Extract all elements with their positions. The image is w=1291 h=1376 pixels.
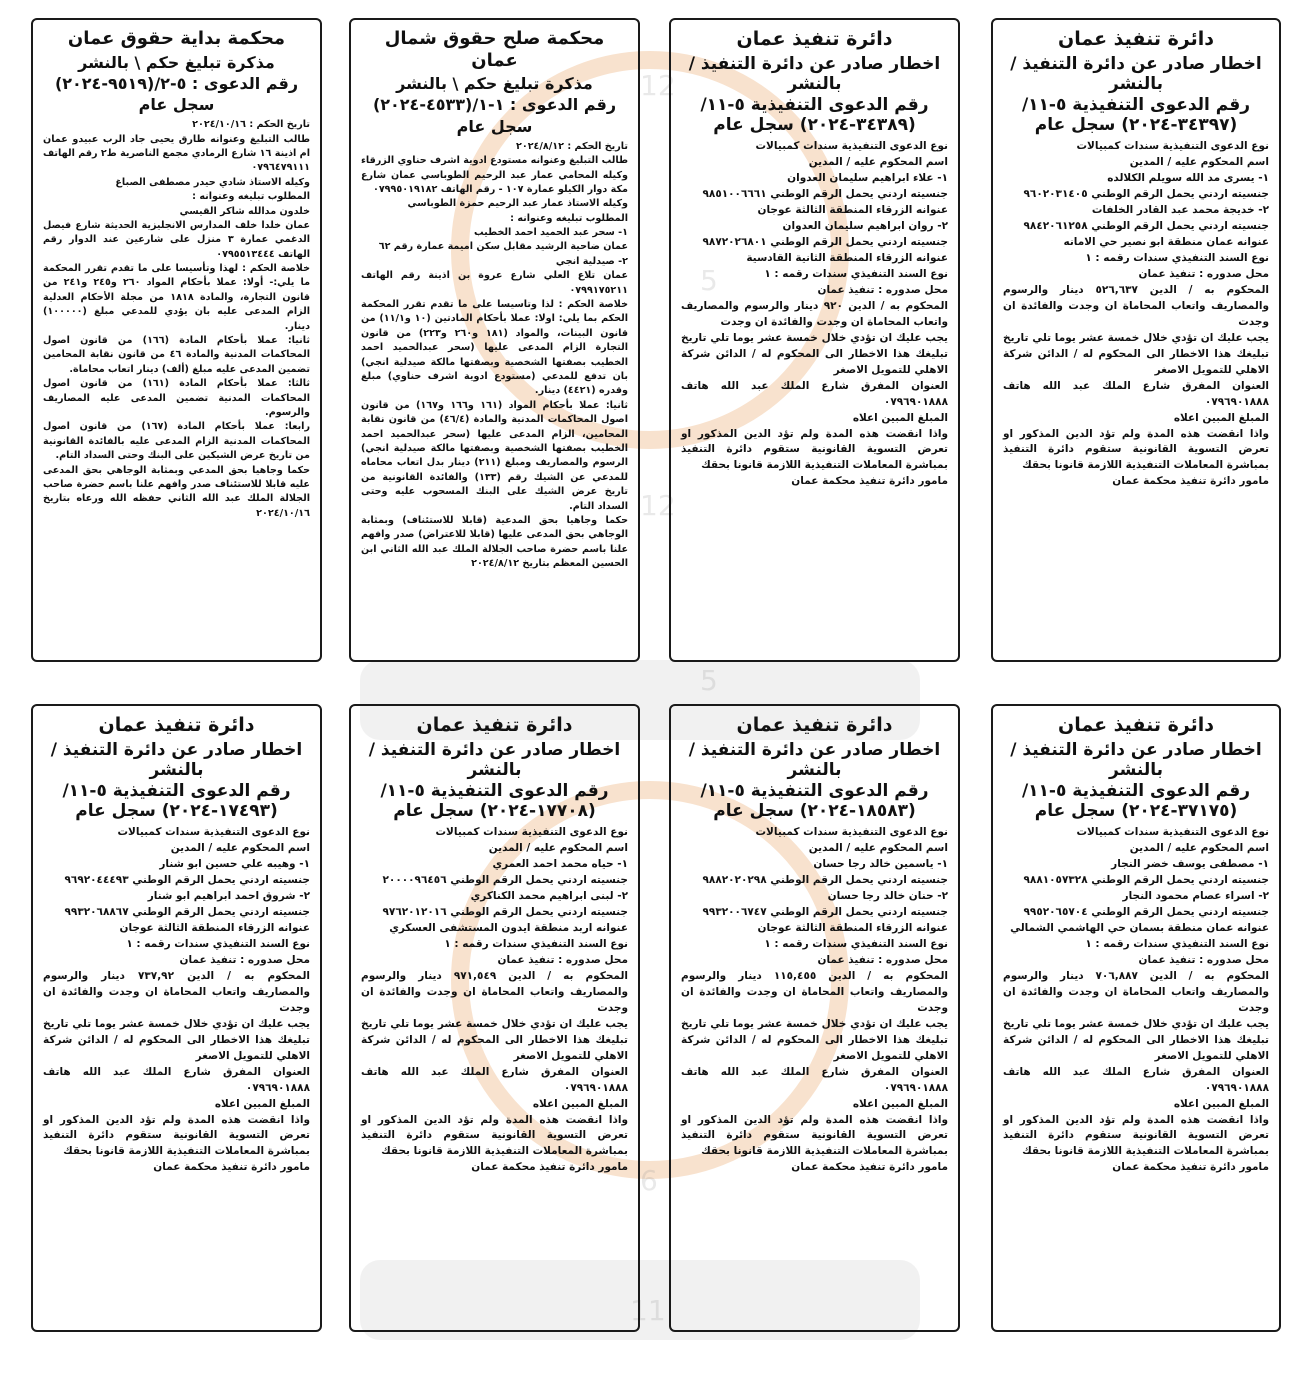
- notice-line: خلاصة الحكم : لذا وتاسيسا على ما تقدم تقرر المحكمة الحكم بما يلي: اولا: عملا بأحكام المادتين (١٠ و١١/١) من قانون البينات، والمواد (١٨١ و٢٦٠ و٢٢٣) من قانون التجارة الزام المدعى عليها (سحر عبدالحميد احمد الخطيب بصفتها الشخصية وبصفتها مالكة صيدلية انجي) بان تدفع للمدعي (مستودع ادوية اشرف حناوي) مبلغ وقدره (٤٤٢١) دينار.: [361, 299, 628, 397]
- notice-line: اسم المحكوم عليه / المدين: [808, 156, 948, 169]
- notice-line: نوع الدعوى التنفيذية سندات كمبيالات: [755, 140, 948, 153]
- notice-line: نوع السند التنفيذي سندات رقمه : ١: [1085, 252, 1269, 265]
- notice-line: المبلغ المبين اعلاه: [1173, 411, 1269, 424]
- notice-line: خلدون مدالله شاكر القيسي: [179, 205, 310, 217]
- notice-body: [361, 825, 628, 1176]
- notice-line: العنوان المفرق شارع الملك عبد الله هاتف ٠٧٩٦٩٠١٨٨٨: [1003, 379, 1269, 408]
- svg-text:6: 6: [640, 1164, 658, 1197]
- notice-line: المحكوم به / الدين ٧٣٧,٩٢ دينار والرسوم والمصاريف واتعاب المحاماة ان وجدت والفائدة ان وجدت: [43, 969, 310, 1014]
- notice-line: نوع السند التنفيذي سندات رقمه : ١: [126, 938, 310, 951]
- notice-heading: دائرة تنفيذ عمان: [736, 28, 893, 50]
- notice-subheading: اخطار صادر عن دائرة التنفيذ / بالنشر: [50, 739, 303, 781]
- case-number: رقم الدعوى : ٥-٢/(٩٥١٩-٢٠٢٤): [54, 73, 299, 93]
- case-registry: (٣٤٣٨٩-٢٠٢٤) سجل عام: [713, 114, 916, 135]
- case-registry: (١٧٧٠٨-٢٠٢٤) سجل عام: [393, 800, 596, 821]
- notice-line: المحكوم به / الدين ٩٢٠ دينار والرسوم والمصاريف واتعاب المحاماة ان وجدت والفائدة ان وجدت: [681, 299, 948, 328]
- notice-execution-18583: [669, 704, 960, 1332]
- notice-subheading: مذكرة تبليغ حكم \ بالنشر: [396, 74, 593, 94]
- notice-line: محل صدوره : تنفيذ عمان: [817, 283, 948, 296]
- notice-line: واذا انقضت هذه المدة ولم تؤد الدين المذكور او تعرض التسوية القانونية ستقوم دائرة التنفيذ بمباشرة المعاملات التنفيذية اللازمة قانونا بحقك: [361, 1113, 628, 1158]
- notice-line: ٢- خديجة محمد عبد القادر الخلفات: [1091, 204, 1269, 217]
- notice-line: المبلغ المبين اعلاه: [1173, 1097, 1269, 1110]
- notice-court-north-amman: [349, 18, 640, 662]
- notice-line: عنوانه اربد منطقة ايدون المستشفى العسكري: [389, 922, 628, 935]
- notice-line: محل صدوره : تنفيذ عمان: [1138, 953, 1269, 966]
- notice-line: ٢- روان ابراهيم سليمان العدوان: [782, 220, 948, 233]
- notice-subheading: اخطار صادر عن دائرة التنفيذ / بالنشر: [1010, 53, 1262, 95]
- notice-line: المبلغ المبين اعلاه: [852, 1097, 948, 1110]
- case-number: رقم الدعوى التنفيذية ٥-١١/: [1021, 780, 1251, 801]
- notice-line: مامور دائرة تنفيذ محكمة عمان: [1112, 1161, 1269, 1174]
- notice-line: جنسيته اردني يحمل الرقم الوطني ٩٨٨٢٠٢٠٢٩٨: [702, 874, 948, 887]
- case-number: رقم الدعوى التنفيذية ٥-١١/: [62, 780, 291, 801]
- notice-line: وكيله الاستاذ عمار عبد الرحيم حمزة الطوباسي: [407, 198, 628, 210]
- notice-line: رابعا: عملا بأحكام المادة (١٦٧) من قانون اصول المحاكمات المدنية الزام المدعى عليه بالفائدة القانونية من تاريخ عرض الشيكين على البنك وحتى السداد التام.: [43, 421, 310, 462]
- notice-line: عنوانه الزرقاء المنطقة الثالثة عوجان: [119, 922, 310, 935]
- notice-line: نوع السند التنفيذي سندات رقمه : ١: [444, 938, 628, 951]
- notice-body: [1003, 825, 1269, 1176]
- notice-line: محل صدوره : تنفيذ عمان: [1138, 267, 1269, 280]
- case-number: رقم الدعوى التنفيذية ٥-١١/: [380, 780, 609, 801]
- notice-line: يجب عليك ان تؤدي خلال خمسة عشر يوما تلي تاريخ تبليغك هذا الاخطار الى المحكوم له / الدائن شركة الاهلي للتمويل الاصغر: [681, 1017, 948, 1062]
- notice-line: طالب التبليغ وعنوانه مستودع ادوية اشرف حناوي الزرقاء وكيله المحامي عمار عبد الرحيم الطوباسي عمان شارع مكة دوار الكيلو عمارة ١٠٧ - رقم الهاتف ٠٧٩٩٥٠١٩١٨٢: [361, 155, 628, 195]
- notice-subheading: اخطار صادر عن دائرة التنفيذ / بالنشر: [688, 739, 941, 781]
- notice-line: مامور دائرة تنفيذ محكمة عمان: [791, 475, 948, 488]
- notice-line: ١- ياسمين خالد رجا حسان: [813, 858, 948, 871]
- notice-line: نوع السند التنفيذي سندات رقمه : ١: [1085, 938, 1269, 951]
- notice-line: ١- مصطفى يوسف خضر النجار: [1111, 858, 1269, 871]
- notice-execution-17708: [349, 704, 640, 1332]
- notice-line: عنوانه الزرقاء المنطقة الثالثة عوجان: [757, 922, 948, 935]
- notice-line: نوع السند التنفيذي سندات رقمه : ١: [764, 938, 948, 951]
- notice-line: المحكوم به / الدين ٧٠٦,٨٨٧ دينار والرسوم والمصاريف واتعاب المحاماة ان وجدت والفائدة ان وجدت: [1003, 969, 1269, 1014]
- notice-line: خلاصة الحكم : لهذا وتأسيسا على ما تقدم تقرر المحكمة ما يلي:- أولا: عملا بأحكام المواد ٢٦٠ و٢٤٥ و٢٤١ من قانون التجارة، والمادة ١٨١٨ من مجلة الأحكام العدلية الزام المدعى عليه بان يؤدي للمدعي مبلغ (١٠٠٠٠٠) دينار.: [43, 263, 311, 332]
- notice-line: جنسيته اردني يحمل الرقم الوطني ٩٨٤٢٠٦١٢٥٨: [1023, 220, 1269, 233]
- notice-line: عمان تلاع العلي شارع عروة بن اذينة رقم الهاتف ٠٧٩٩١٧٥٢١١: [361, 270, 628, 296]
- notice-line: ١- سحر عبد الحميد احمد الخطيب: [474, 227, 628, 239]
- notice-header: [681, 28, 948, 135]
- notice-line: جنسيته اردني يحمل الرقم الوطني ٩٨٨١٠٥٧٣٢٨: [1023, 874, 1269, 887]
- notice-line: محل صدوره : تنفيذ عمان: [179, 953, 310, 966]
- notice-line: مامور دائرة تنفيذ محكمة عمان: [153, 1161, 310, 1174]
- svg-text:5: 5: [700, 264, 718, 297]
- notice-line: جنسيته اردني يحمل الرقم الوطني ٩٨٧٢٠٢٦٨٠١: [702, 236, 948, 249]
- notice-body: [361, 140, 628, 572]
- notice-line: يجب عليك ان تؤدي خلال خمسة عشر يوما تلي تاريخ تبليغك هذا الاخطار الى المحكوم له / الدائن شركة الاهلي للتمويل الاصغر: [1003, 331, 1269, 376]
- svg-text:5: 5: [700, 664, 718, 697]
- notice-line: عنوانه الزرقاء المنطقة الثالثة عوجان: [757, 204, 948, 217]
- notice-line: مامور دائرة تنفيذ محكمة عمان: [471, 1161, 628, 1174]
- case-registry: سجل عام: [138, 94, 215, 114]
- notice-line: جنسيته اردني يحمل الرقم الوطني ٩٨٥١٠٠٦٦٦١: [702, 188, 948, 201]
- notice-execution-37175: [991, 704, 1281, 1332]
- svg-text:11: 11: [630, 1294, 666, 1327]
- notice-line: المبلغ المبين اعلاه: [532, 1097, 628, 1110]
- notice-execution-17493: [31, 704, 322, 1332]
- notice-line: ١- وهيبه علي حسين ابو شنار: [159, 858, 310, 871]
- notice-line: المبلغ المبين اعلاه: [214, 1097, 310, 1110]
- svg-text:12: 12: [640, 69, 676, 102]
- notice-heading: دائرة تنفيذ عمان: [416, 714, 573, 736]
- notice-line: جنسيته اردني يحمل الرقم الوطني ٢٠٠٠٠٩٦٤٥٦: [382, 874, 628, 887]
- notice-line: يجب عليك ان تؤدي خلال خمسة عشر يوما تلي تاريخ تبليغك هذا الاخطار الى المحكوم له / الدائن شركة الاهلي للتمويل الاصغر: [1003, 1017, 1269, 1062]
- notice-line: المحكوم به / الدين ٥٢٦,٦٣٧ دينار والرسوم والمصاريف واتعاب المحاماة ان وجدت والفائدة ان وجدت: [1003, 283, 1269, 328]
- notice-line: محل صدوره : تنفيذ عمان: [497, 953, 628, 966]
- notice-line: نوع الدعوى التنفيذية سندات كمبيالات: [1076, 140, 1269, 153]
- notice-heading: دائرة تنفيذ عمان: [1057, 714, 1215, 736]
- notice-execution-34397: [991, 18, 1281, 662]
- notice-line: حكما وجاهيا بحق المدعي وبمثابة الوجاهي بحق المدعى عليه قابلا للاستئناف صدر وافهم علنا باسم حضرة صاحب الجلالة الملك عبد الله الثاني حفظه الله ورعاه بتاريخ ٢٠٢٤/١٠/١٦: [43, 464, 310, 519]
- notice-line: اسم المحكوم عليه / المدين: [1129, 156, 1269, 169]
- notice-line: اسم المحكوم عليه / المدين: [488, 842, 628, 855]
- notice-line: المبلغ المبين اعلاه: [852, 411, 948, 424]
- notice-line: مامور دائرة تنفيذ محكمة عمان: [791, 1161, 948, 1174]
- notice-line: جنسيته اردني يحمل الرقم الوطني ٩٩٣٢٠٦٨٨٦٧: [64, 906, 310, 919]
- notice-line: يجب عليك ان تؤدي خلال خمسة عشر يوما تلي تاريخ تبليغك هذا الاخطار الى المحكوم له / الدائن شركة الاهلي للتمويل الاصغر: [681, 331, 948, 376]
- notice-line: اسم المحكوم عليه / المدين: [1129, 842, 1269, 855]
- notice-body: [43, 118, 310, 521]
- notice-line: المطلوب تبليغه وعنوانه :: [192, 191, 310, 203]
- notice-line: المطلوب تبليغه وعنوانه :: [510, 212, 628, 224]
- notice-court-first-instance: [31, 18, 322, 662]
- case-registry: (١٧٤٩٣-٢٠٢٤) سجل عام: [75, 800, 278, 821]
- notice-line: واذا انقضت هذه المدة ولم تؤد الدين المذكور او تعرض التسوية القانونية ستقوم دائرة التنفيذ بمباشرة المعاملات التنفيذية اللازمة قانونا بحقك: [43, 1113, 310, 1158]
- notice-body: [681, 825, 948, 1176]
- notice-heading: دائرة تنفيذ عمان: [98, 714, 255, 736]
- notice-line: العنوان المفرق شارع الملك عبد الله هاتف ٠٧٩٦٩٠١٨٨٨: [681, 1065, 948, 1094]
- notice-line: محل صدوره : تنفيذ عمان: [817, 953, 948, 966]
- notice-subheading: اخطار صادر عن دائرة التنفيذ / بالنشر: [368, 739, 621, 781]
- notice-line: عنوانه عمان منطقة ابو نصير حي الامانه: [1063, 236, 1269, 249]
- notice-line: مامور دائرة تنفيذ محكمة عمان: [1112, 475, 1269, 488]
- case-registry: سجل عام: [456, 116, 533, 136]
- notice-header: [43, 28, 310, 114]
- notice-header: [681, 714, 948, 821]
- notice-line: ١- علاء ابراهيم سليمان العدوان: [787, 172, 948, 185]
- notice-line: ثالثا: عملا بأحكام المادة (١٦١) من قانون اصول المحاكمات المدنية تضمين المدعى عليه المصاريف والرسوم.: [43, 378, 310, 418]
- notice-line: ١- يسرى مد الله سويلم الكلالده: [1107, 172, 1269, 185]
- case-registry: (١٨٥٨٣-٢٠٢٤) سجل عام: [713, 800, 916, 821]
- notice-execution-34389: [669, 18, 960, 662]
- notice-line: واذا انقضت هذه المدة ولم تؤد الدين المذكور او تعرض التسوية القانونية ستقوم دائرة التنفيذ بمباشرة المعاملات التنفيذية اللازمة قانونا بحقك: [681, 427, 948, 472]
- notice-line: طالب التبليغ وعنوانه طارق يحيى جاد الرب عبيدو عمان ام اذينة ١٦ شارع الرمادي مجمع الناصرية ط٢ رقم الهاتف ٠٧٩٦٤٧٩١١١: [43, 133, 310, 174]
- notice-line: جنسيته اردني يحمل الرقم الوطني ٩٦٩٢٠٤٤٤٩٣: [64, 874, 310, 887]
- notice-line: عمان خلدا خلف المدارس الانجليزية الحديثة شارع فيصل الدغمي عمارة ٣ منزل على شارعين عند الدوار رقم الهاتف ٠٧٩٥٥١٣٤٤٤: [43, 219, 310, 260]
- svg-text:12: 12: [640, 489, 676, 522]
- case-number: رقم الدعوى التنفيذية ٥-١١/: [1021, 94, 1251, 115]
- notice-line: المحكوم به / الدين ١١٥,٤٥٥ دينار والرسوم والمصاريف واتعاب المحاماة ان وجدت والفائدة ان وجدت: [681, 969, 948, 1014]
- notice-line: جنسيته اردني يحمل الرقم الوطني ٩٩٥٢٠٦٥٧٠٤: [1023, 906, 1269, 919]
- notice-line: حكما وجاهيا بحق المدعية (قابلا للاستئناف) وبمثابة الوجاهي بحق المدعى عليها (قابلا للاعتراض) صدر وافهم علنا باسم حضرة صاحب الجلالة الملك عبد الله الثاني ابن الحسين المعظم بتاريخ ٢٠٢٤/٨/١٢: [361, 514, 628, 570]
- notice-line: واذا انقضت هذه المدة ولم تؤد الدين المذكور او تعرض التسوية القانونية ستقوم دائرة التنفيذ بمباشرة المعاملات التنفيذية اللازمة قانونا بحقك: [1003, 1113, 1269, 1158]
- notice-line: جنسيته اردني يحمل الرقم الوطني ٩٦٠٢٠٣١٤٠٥: [1023, 188, 1269, 201]
- notice-line: عمان ضاحية الرشيد مقابل سكن اميمة عمارة رقم ٦٢: [378, 241, 628, 253]
- notice-subheading: مذكرة تبليغ حكم \ بالنشر: [78, 52, 275, 72]
- notice-line: ١- حياه محمد احمد العمري: [492, 858, 628, 871]
- notice-line: ٢- شروق احمد ابراهيم ابو شنار: [147, 890, 310, 903]
- notice-line: نوع السند التنفيذي سندات رقمه : ١: [764, 267, 948, 280]
- notice-subheading: اخطار صادر عن دائرة التنفيذ / بالنشر: [688, 53, 941, 95]
- notice-header: [361, 714, 628, 821]
- notice-line: جنسيته اردني يحمل الرقم الوطني ٩٧٦٢٠١٢٠١٦: [382, 906, 628, 919]
- notice-heading: محكمة بداية حقوق عمان: [67, 28, 286, 49]
- notice-line: نوع الدعوى التنفيذية سندات كمبيالات: [755, 826, 948, 839]
- notice-line: ثانيا: عملا بأحكام المواد (١٦١ و١٦٦ و١٦٧) من قانون اصول المحاكمات المدنية والمادة (٤٦/٤) من قانون نقابة المحامين، الزام المدعى عليها (سحر عبدالحميد احمد الخطيب بصفتها الشخصية وبصفتها مالكة صيدلية انجي) الرسوم والمصاريف ومبلغ (٢١١) دينار بدل اتعاب محاماه للمدعي عن الشيك رقم (١٣٣) والفائدة القانونية من تاريخ عرض الشيك على البنك المسحوب عليه وحتى السداد التام.: [361, 399, 629, 512]
- notice-line: وكيله الاستاذ شادي حيدر مصطفى الصباغ: [115, 176, 310, 188]
- case-registry: (٣٤٣٩٧-٢٠٢٤) سجل عام: [1034, 114, 1238, 135]
- notice-line: ٢- صيدلية انجي: [555, 255, 628, 267]
- notice-line: المحكوم به / الدين ٩٧١,٥٤٩ دينار والرسوم والمصاريف واتعاب المحاماة ان وجدت والفائدة ان وجدت: [361, 969, 628, 1014]
- notice-body: [43, 825, 310, 1176]
- notice-line: ٢- حنان خالد رجا حسان: [827, 890, 948, 903]
- notice-header: [361, 28, 628, 136]
- notice-line: تاريخ الحكم : ٢٠٢٤/٨/١٢: [515, 140, 628, 152]
- notice-line: يجب عليك ان تؤدي خلال خمسة عشر يوما تلي تاريخ تبليغك هذا الاخطار الى المحكوم له / الدائن شركة الاهلي للتمويل الاصغر: [43, 1017, 310, 1062]
- notice-header: [43, 714, 310, 821]
- case-number: رقم الدعوى التنفيذية ٥-١١/: [700, 780, 929, 801]
- notice-body: [1003, 139, 1269, 490]
- notice-heading: محكمة صلح حقوق شمال عمان: [384, 28, 605, 71]
- notice-line: العنوان المفرق شارع الملك عبد الله هاتف ٠٧٩٦٩٠١٨٨٨: [361, 1065, 628, 1094]
- notice-line: تاريخ الحكم : ٢٠٢٤/١٠/١٦: [192, 119, 310, 131]
- notice-header: [1003, 28, 1269, 135]
- notice-subheading: اخطار صادر عن دائرة التنفيذ / بالنشر: [1010, 739, 1262, 781]
- notice-line: نوع الدعوى التنفيذية سندات كمبيالات: [435, 826, 628, 839]
- notice-heading: دائرة تنفيذ عمان: [736, 714, 893, 736]
- case-number: رقم الدعوى التنفيذية ٥-١١/: [700, 94, 929, 115]
- notice-line: العنوان المفرق شارع الملك عبد الله هاتف ٠٧٩٦٩٠١٨٨٨: [43, 1065, 310, 1094]
- notice-line: واذا انقضت هذه المدة ولم تؤد الدين المذكور او تعرض التسوية القانونية ستقوم دائرة التنفيذ بمباشرة المعاملات التنفيذية اللازمة قانونا بحقك: [681, 1113, 948, 1158]
- notice-line: عنوانه الزرقاء المنطقة الثانية القادسية: [746, 252, 948, 265]
- notice-line: نوع الدعوى التنفيذية سندات كمبيالات: [117, 826, 310, 839]
- notice-line: نوع الدعوى التنفيذية سندات كمبيالات: [1076, 826, 1269, 839]
- case-number: رقم الدعوى : ١-١/(٤٥٣٣-٢٠٢٤): [372, 95, 617, 115]
- case-registry: (٣٧١٧٥-٢٠٢٤) سجل عام: [1034, 800, 1238, 821]
- notice-line: عنوانه عمان منطقة بسمان حي الهاشمي الشمالي: [1010, 922, 1269, 935]
- notice-line: اسم المحكوم عليه / المدين: [808, 842, 948, 855]
- notice-line: اسم المحكوم عليه / المدين: [170, 842, 310, 855]
- notice-line: ٢- لبنى ابراهيم محمد الكناكري: [470, 890, 628, 903]
- notice-body: [681, 139, 948, 490]
- notice-heading: دائرة تنفيذ عمان: [1057, 28, 1215, 50]
- notice-header: [1003, 714, 1269, 821]
- notice-line: جنسيته اردني يحمل الرقم الوطني ٩٩٣٢٠٠٦٧٤٧: [702, 906, 948, 919]
- notice-line: يجب عليك ان تؤدي خلال خمسة عشر يوما تلي تاريخ تبليغك هذا الاخطار الى المحكوم له / الدائن شركة الاهلي للتمويل الاصغر: [361, 1017, 628, 1062]
- notice-line: العنوان المفرق شارع الملك عبد الله هاتف ٠٧٩٦٩٠١٨٨٨: [1003, 1065, 1269, 1094]
- notice-line: ٢- اسراء عصام محمود النجار: [1122, 890, 1269, 903]
- notice-line: واذا انقضت هذه المدة ولم تؤد الدين المذكور او تعرض التسوية القانونية ستقوم دائرة التنفيذ بمباشرة المعاملات التنفيذية اللازمة قانونا بحقك: [1003, 427, 1269, 472]
- notice-line: العنوان المفرق شارع الملك عبد الله هاتف ٠٧٩٦٩٠١٨٨٨: [681, 379, 948, 408]
- notice-line: ثانيا: عملا بأحكام المادة (١٦٦) من قانون اصول المحاكمات المدنية والمادة ٤٦ من قانون نقابة المحامين تضمين المدعى عليه مبلغ (ألف) دينار اتعاب محاماة.: [43, 335, 310, 375]
